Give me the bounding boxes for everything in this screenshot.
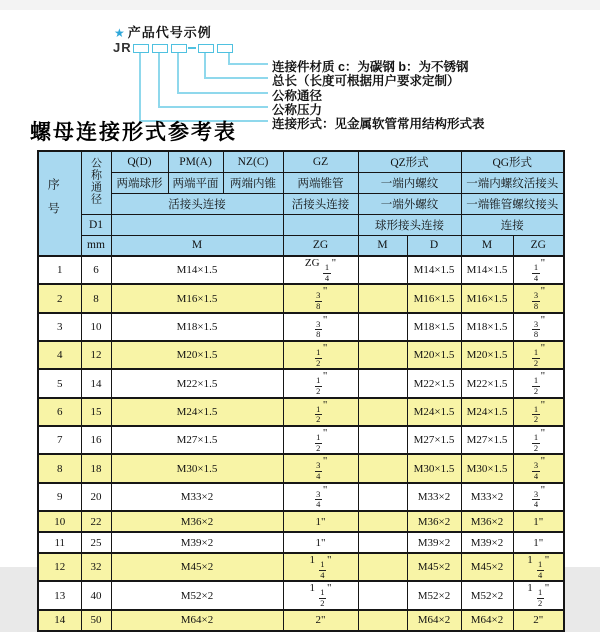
header-union-conn: 活接头连接: [111, 193, 283, 214]
qg-zg-cell: $\frac{1}{2}$ ": [513, 369, 564, 397]
gz-cell: $\frac{1}{2}$ ": [283, 426, 358, 454]
nut-connection-table: [37, 150, 565, 632]
qg-zg-cell: $\frac{3}{8}$ ": [513, 284, 564, 312]
header-qg-desc: 一端内螺纹活接头: [461, 172, 564, 193]
m-cell: M64×2: [111, 610, 283, 631]
m-cell: M39×2: [111, 532, 283, 553]
header-pma-desc: 两端平面: [168, 172, 223, 193]
qg-m-cell: M33×2: [461, 483, 513, 511]
table-row: [38, 313, 564, 341]
m-cell: M24×1.5: [111, 398, 283, 426]
dn-cell: 8: [81, 284, 111, 312]
qz-d-cell: M20×1.5: [407, 341, 461, 369]
gz-cell: $\frac{1}{2}$ ": [283, 398, 358, 426]
label-nominal-dia: 公称通径: [272, 89, 323, 103]
gz-cell: 1": [283, 511, 358, 532]
header-d1: D1: [81, 214, 111, 235]
qz-m-cell: [358, 483, 407, 511]
code-dash: [188, 47, 196, 49]
qz-m-cell: [358, 313, 407, 341]
header-col-qg: QG形式: [461, 151, 564, 172]
qg-zg-cell: $\frac{3}{4}$ ": [513, 483, 564, 511]
header-col-pma: PM(A): [168, 151, 223, 172]
qz-d-cell: M30×1.5: [407, 454, 461, 482]
qz-d-cell: M36×2: [407, 511, 461, 532]
header-seq-label: 序号: [46, 178, 61, 226]
qg-m-cell: M24×1.5: [461, 398, 513, 426]
qg-m-cell: M20×1.5: [461, 341, 513, 369]
qg-zg-cell: 1 $\frac{1}{4}$ ": [513, 553, 564, 581]
seq-cell: 12: [38, 553, 81, 581]
seq-cell: 3: [38, 313, 81, 341]
seq-cell: 11: [38, 532, 81, 553]
seq-cell: 14: [38, 610, 81, 631]
label-connection-form: 连接形式：见金属软管常用结构形式表: [272, 117, 485, 131]
scan-edge-strip: [0, 0, 600, 10]
diagram-title: 产品代号示例: [127, 25, 212, 40]
code-box-5: [217, 44, 233, 53]
m-cell: M18×1.5: [111, 313, 283, 341]
header-qd-desc: 两端球形: [111, 172, 168, 193]
table-row: [38, 341, 564, 369]
seq-cell: 5: [38, 369, 81, 397]
qz-d-cell: M39×2: [407, 532, 461, 553]
qg-zg-cell: $\frac{3}{8}$ ": [513, 313, 564, 341]
table-row: [38, 511, 564, 532]
header-qz-m: M: [358, 235, 407, 256]
header-qg-conn: 连接: [461, 214, 564, 235]
header-col-qd: Q(D): [111, 151, 168, 172]
m-cell: M20×1.5: [111, 341, 283, 369]
table-row: [38, 610, 564, 631]
gz-cell: ZG $\frac{1}{4}$ ": [283, 256, 358, 284]
m-cell: M33×2: [111, 483, 283, 511]
header-m-left: M: [111, 235, 283, 256]
qg-zg-cell: 1": [513, 511, 564, 532]
qz-d-cell: M18×1.5: [407, 313, 461, 341]
m-cell: M22×1.5: [111, 369, 283, 397]
m-cell: M30×1.5: [111, 454, 283, 482]
qg-m-cell: M36×2: [461, 511, 513, 532]
qg-zg-cell: 1": [513, 532, 564, 553]
gz-cell: $\frac{3}{4}$ ": [283, 483, 358, 511]
connector-line: [177, 53, 179, 93]
m-cell: M27×1.5: [111, 426, 283, 454]
gz-cell: $\frac{3}{8}$ ": [283, 284, 358, 312]
table-row: [38, 532, 564, 553]
connector-line: [139, 53, 141, 121]
dn-cell: 22: [81, 511, 111, 532]
dn-cell: 14: [81, 369, 111, 397]
m-cell: M45×2: [111, 553, 283, 581]
qg-zg-cell: $\frac{1}{2}$ ": [513, 341, 564, 369]
gz-cell: 2": [283, 610, 358, 631]
header-qg-desc2: 一端锥管螺纹接头: [461, 193, 564, 214]
qz-d-cell: M14×1.5: [407, 256, 461, 284]
label-material: 连接件材质 c：为碳钢 b：为不锈钢: [272, 60, 469, 74]
qz-m-cell: [358, 284, 407, 312]
code-box-2: [152, 44, 168, 53]
dn-cell: 20: [81, 483, 111, 511]
dn-cell: 6: [81, 256, 111, 284]
m-cell: M36×2: [111, 511, 283, 532]
gz-cell: $\frac{3}{4}$ ": [283, 454, 358, 482]
m-cell: M52×2: [111, 581, 283, 609]
header-dn-label: 公称通径: [89, 157, 102, 206]
header-gz-desc: 两端锥管: [283, 172, 358, 193]
header-qz-desc2: 一端外螺纹: [358, 193, 461, 214]
qz-m-cell: [358, 532, 407, 553]
qz-m-cell: [358, 553, 407, 581]
qg-m-cell: M45×2: [461, 553, 513, 581]
qz-d-cell: M33×2: [407, 483, 461, 511]
gz-cell: 1 $\frac{1}{2}$ ": [283, 581, 358, 609]
qg-zg-cell: $\frac{1}{4}$ ": [513, 256, 564, 284]
code-box-3: [171, 44, 187, 53]
qz-m-cell: [358, 511, 407, 532]
table-body: [38, 256, 564, 631]
header-qg-m: M: [461, 235, 513, 256]
header-gz-conn: 活接头连接: [283, 193, 358, 214]
qg-m-cell: M30×1.5: [461, 454, 513, 482]
qg-m-cell: M16×1.5: [461, 284, 513, 312]
table-row: [38, 284, 564, 312]
qz-d-cell: M24×1.5: [407, 398, 461, 426]
connector-line: [228, 63, 268, 65]
qz-d-cell: M52×2: [407, 581, 461, 609]
table-row: [38, 581, 564, 609]
dn-cell: 50: [81, 610, 111, 631]
seq-cell: 1: [38, 256, 81, 284]
qz-d-cell: M22×1.5: [407, 369, 461, 397]
qg-m-cell: M27×1.5: [461, 426, 513, 454]
header-qz-d: D: [407, 235, 461, 256]
qg-zg-cell: 1 $\frac{1}{2}$ ": [513, 581, 564, 609]
table-row: [38, 426, 564, 454]
table-header: [38, 151, 564, 256]
connector-line: [204, 53, 206, 78]
seq-cell: 8: [38, 454, 81, 482]
qz-d-cell: M16×1.5: [407, 284, 461, 312]
table-row: [38, 553, 564, 581]
connector-line: [204, 77, 268, 79]
qg-zg-cell: $\frac{1}{2}$ ": [513, 398, 564, 426]
qg-m-cell: M64×2: [461, 610, 513, 631]
header-qz-desc: 一端内螺纹: [358, 172, 461, 193]
connector-line: [158, 53, 160, 107]
header-col-qz: QZ形式: [358, 151, 461, 172]
header-nzc-desc: 两端内锥: [223, 172, 283, 193]
qg-zg-cell: $\frac{1}{2}$ ": [513, 426, 564, 454]
seq-cell: 10: [38, 511, 81, 532]
table-row: [38, 369, 564, 397]
label-nominal-press: 公称压力: [272, 103, 323, 117]
seq-cell: 13: [38, 581, 81, 609]
qg-m-cell: M22×1.5: [461, 369, 513, 397]
table-row: [38, 483, 564, 511]
table-row: [38, 454, 564, 482]
header-zg-gz: ZG: [283, 235, 358, 256]
header-col-nzc: NZ(C): [223, 151, 283, 172]
header-empty-gz: [283, 214, 358, 235]
qz-m-cell: [358, 610, 407, 631]
gz-cell: $\frac{3}{8}$ ": [283, 313, 358, 341]
dn-cell: 15: [81, 398, 111, 426]
table-row: [38, 256, 564, 284]
header-empty-left: [111, 214, 283, 235]
dn-cell: 18: [81, 454, 111, 482]
qg-m-cell: M14×1.5: [461, 256, 513, 284]
seq-cell: 6: [38, 398, 81, 426]
star-icon: ★: [114, 26, 126, 40]
connector-line: [158, 106, 268, 108]
m-cell: M14×1.5: [111, 256, 283, 284]
dn-cell: 12: [81, 341, 111, 369]
seq-cell: 4: [38, 341, 81, 369]
seq-cell: 7: [38, 426, 81, 454]
qg-m-cell: M52×2: [461, 581, 513, 609]
code-box-1: [133, 44, 149, 53]
qg-m-cell: M18×1.5: [461, 313, 513, 341]
dn-cell: 25: [81, 532, 111, 553]
connector-line: [177, 92, 268, 94]
qz-d-cell: M45×2: [407, 553, 461, 581]
table-title: 螺母连接形式参考表: [30, 120, 237, 144]
dn-cell: 16: [81, 426, 111, 454]
header-qg-zg: ZG: [513, 235, 564, 256]
header-qz-ball-conn: 球形接头连接: [358, 214, 461, 235]
qz-m-cell: [358, 426, 407, 454]
table-row: [38, 398, 564, 426]
gz-cell: $\frac{1}{2}$ ": [283, 369, 358, 397]
qz-m-cell: [358, 454, 407, 482]
code-box-4: [198, 44, 214, 53]
qg-zg-cell: $\frac{3}{4}$ ": [513, 454, 564, 482]
header-mm: mm: [81, 235, 111, 256]
dn-cell: 10: [81, 313, 111, 341]
qz-d-cell: M27×1.5: [407, 426, 461, 454]
qz-d-cell: M64×2: [407, 610, 461, 631]
qz-m-cell: [358, 581, 407, 609]
qz-m-cell: [358, 341, 407, 369]
gz-cell: $\frac{1}{2}$ ": [283, 341, 358, 369]
header-seq: [38, 151, 81, 256]
qz-m-cell: [358, 398, 407, 426]
dn-cell: 32: [81, 553, 111, 581]
dn-cell: 40: [81, 581, 111, 609]
gz-cell: 1 $\frac{1}{4}$ ": [283, 553, 358, 581]
code-prefix: JR: [113, 40, 132, 55]
header-dn: [81, 151, 111, 214]
qz-m-cell: [358, 256, 407, 284]
diagram-heading: [114, 22, 212, 41]
qg-zg-cell: 2": [513, 610, 564, 631]
qg-m-cell: M39×2: [461, 532, 513, 553]
qz-m-cell: [358, 369, 407, 397]
header-col-gz: GZ: [283, 151, 358, 172]
seq-cell: 9: [38, 483, 81, 511]
seq-cell: 2: [38, 284, 81, 312]
gz-cell: 1": [283, 532, 358, 553]
label-total-length: 总长（长度可根据用户要求定制）: [272, 74, 460, 88]
m-cell: M16×1.5: [111, 284, 283, 312]
